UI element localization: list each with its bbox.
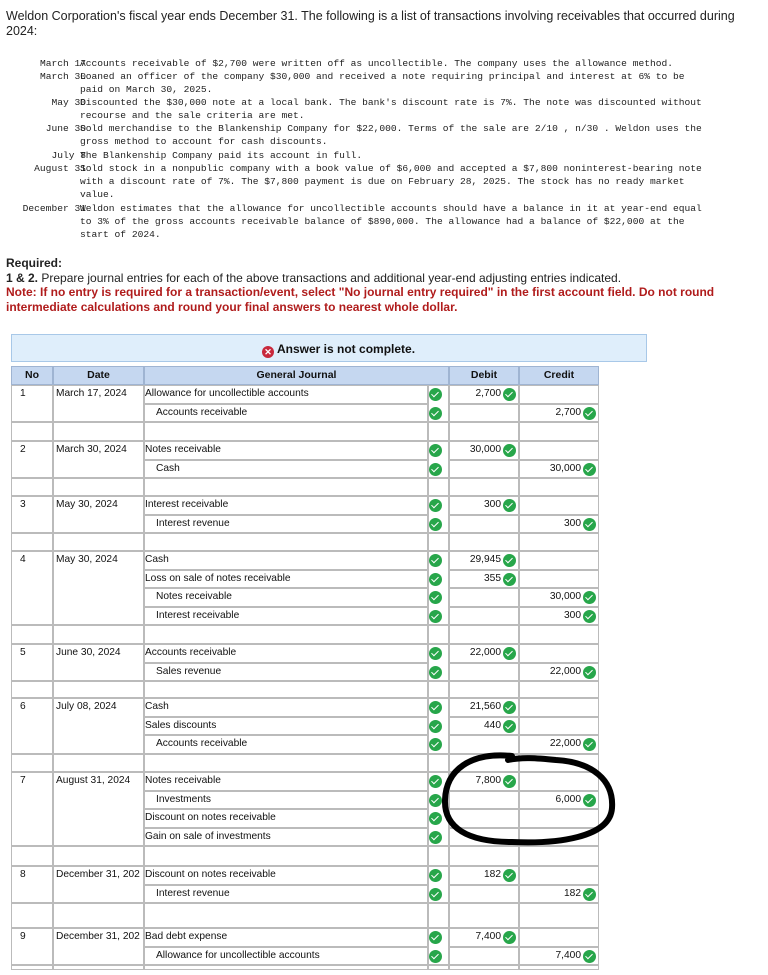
- credit-value[interactable]: 22,000: [549, 665, 581, 677]
- transaction-description: [80, 162, 758, 201]
- credit-cell: [519, 772, 599, 791]
- account-check-icon: [429, 931, 442, 944]
- spacer-cell: [11, 422, 53, 441]
- credit-value[interactable]: 30,000: [549, 591, 581, 602]
- account-check-icon: [429, 407, 442, 420]
- debit-cell: [449, 791, 519, 810]
- entry-date[interactable]: May 30, 2024: [56, 554, 118, 565]
- account-check-icon: [429, 666, 442, 679]
- credit-cell: [519, 441, 599, 460]
- spacer-cell: [519, 754, 599, 773]
- debit-cell: [449, 663, 519, 682]
- spacer-cell: [449, 846, 519, 866]
- entry-date[interactable]: August 31, 2024: [56, 775, 131, 786]
- debit-cell: [449, 404, 519, 423]
- account-name[interactable]: Accounts receivable: [156, 406, 248, 418]
- transaction-description: [80, 149, 758, 162]
- spacer-cell: [428, 422, 449, 441]
- spacer-cell: [449, 625, 519, 644]
- entry-number: 8: [20, 869, 26, 880]
- transaction-description: [80, 202, 758, 241]
- account-check-icon: [429, 610, 442, 623]
- account-name[interactable]: Interest receivable: [156, 609, 240, 621]
- spacer-cell: [11, 965, 53, 970]
- spacer-cell: [428, 478, 449, 496]
- transaction-line: recourse and the sale criteria are met.: [80, 110, 305, 121]
- transaction-line: Accounts receivable of $2,700 were written off as uncollectible. The company uses the allowance method.: [80, 58, 673, 69]
- credit-check-icon: [583, 610, 596, 623]
- spacer-cell: [144, 422, 428, 441]
- account-check-icon: [429, 388, 442, 401]
- spacer-cell: [144, 681, 428, 698]
- no-cell: [11, 441, 53, 478]
- credit-check-icon: [583, 518, 596, 531]
- entry-number: 4: [20, 554, 26, 565]
- debit-check-icon: [503, 444, 516, 457]
- required-heading: Required:: [6, 256, 63, 270]
- spacer-cell: [144, 625, 428, 644]
- debit-cell: [449, 828, 519, 847]
- entry-number: 1: [20, 388, 26, 399]
- entry-number: 9: [20, 931, 26, 942]
- debit-value[interactable]: 182: [484, 869, 501, 880]
- credit-cell: [519, 717, 599, 736]
- note-text: Note: If no entry is required for a transaction/event, select "No journal entry required" in the first account field. Do not round intermediate calculations and round your final answers to nearest whole dollar.: [6, 285, 715, 314]
- debit-cell: [449, 809, 519, 828]
- entry-date[interactable]: March 17, 2024: [56, 388, 127, 399]
- account-check-icon: [429, 831, 442, 844]
- spacer-cell: [144, 846, 428, 866]
- transaction-date: June 30: [45, 123, 86, 134]
- account-name[interactable]: Interest receivable: [145, 499, 229, 510]
- debit-check-icon: [503, 869, 516, 882]
- credit-check-icon: [583, 950, 596, 963]
- transaction-line: Loaned an officer of the company $30,000 and received a note requiring principal and interest at 6% to be: [80, 71, 685, 82]
- transaction-line: Weldon estimates that the allowance for uncollectible accounts should have a balance in it at year-end equal: [80, 203, 702, 214]
- account-name[interactable]: Bad debt expense: [145, 931, 228, 942]
- spacer-cell: [428, 846, 449, 866]
- header-no: No: [11, 366, 53, 385]
- header-date: Date: [53, 366, 144, 385]
- credit-check-icon: [583, 794, 596, 807]
- spacer-cell: [449, 754, 519, 773]
- spacer-cell: [428, 681, 449, 698]
- transaction-line: Discounted the $30,000 note at a local bank. The bank's discount rate is 7%. The note was discounted without: [80, 97, 702, 108]
- answer-status-banner: [11, 334, 647, 362]
- transaction-description: [80, 122, 758, 148]
- account-name[interactable]: Cash: [145, 701, 169, 712]
- entry-date[interactable]: March 30, 2024: [56, 444, 127, 455]
- account-name[interactable]: Discount on notes receivable: [145, 812, 276, 823]
- debit-value[interactable]: 7,800: [475, 775, 501, 786]
- account-cell: [144, 460, 428, 479]
- debit-check-icon: [503, 573, 516, 586]
- transaction-line: gross method to account for cash discounts.: [80, 136, 328, 147]
- debit-check-icon: [503, 499, 516, 512]
- account-name[interactable]: Discount on notes receivable: [145, 869, 276, 880]
- no-cell: [11, 551, 53, 625]
- spacer-cell: [53, 478, 144, 496]
- entry-date[interactable]: May 30, 2024: [56, 499, 118, 510]
- account-check-icon: [429, 554, 442, 567]
- account-check-icon: [429, 591, 442, 604]
- credit-cell: [519, 644, 599, 663]
- no-cell: [11, 496, 53, 533]
- status-text: Answer is not complete.: [277, 342, 416, 356]
- header-debit: Debit: [449, 366, 519, 385]
- account-name[interactable]: Accounts receivable: [145, 647, 237, 658]
- credit-value[interactable]: 6,000: [555, 793, 581, 805]
- account-check-icon: [429, 794, 442, 807]
- spacer-cell: [519, 478, 599, 496]
- account-name[interactable]: Interest revenue: [156, 517, 230, 529]
- account-name[interactable]: Gain on sale of investments: [145, 830, 271, 842]
- transaction-line: Sold merchandise to the Blankenship Company for $22,000. Terms of the sale are 2/10 , n/30 . Weldon uses the: [80, 123, 702, 134]
- credit-check-icon: [583, 888, 596, 901]
- credit-cell: [519, 866, 599, 885]
- spacer-cell: [11, 903, 53, 928]
- account-check-icon: [429, 720, 442, 733]
- account-name[interactable]: Allowance for uncollectible accounts: [156, 949, 320, 961]
- entry-date[interactable]: December 31, 202: [56, 931, 140, 942]
- no-cell: [11, 866, 53, 903]
- account-check-icon: [429, 812, 442, 825]
- account-name[interactable]: Sales discounts: [145, 719, 217, 731]
- spacer-cell: [53, 625, 144, 644]
- account-name[interactable]: Accounts receivable: [156, 738, 248, 749]
- debit-check-icon: [503, 775, 516, 788]
- debit-value[interactable]: 22,000: [469, 647, 501, 658]
- entry-number: 3: [20, 499, 26, 510]
- credit-value[interactable]: 7,400: [555, 949, 581, 961]
- spacer-cell: [428, 533, 449, 551]
- credit-cell: [519, 570, 599, 589]
- account-check-icon: [429, 775, 442, 788]
- spacer-cell: [519, 533, 599, 551]
- account-check-icon: [429, 499, 442, 512]
- account-check-icon: [429, 647, 442, 660]
- transaction-line: The Blankenship Company paid its account in full.: [80, 150, 363, 161]
- debit-cell: [449, 607, 519, 626]
- credit-cell: [519, 385, 599, 404]
- account-name[interactable]: Interest revenue: [156, 887, 230, 899]
- transaction-line: paid on March 30, 2025.: [80, 84, 213, 95]
- entry-date[interactable]: December 31, 202: [56, 869, 140, 880]
- header-journal: General Journal: [144, 366, 449, 385]
- instruction-text: Prepare journal entries for each of the above transactions and additional year-end adjusting entries indicated.: [41, 270, 622, 285]
- account-name[interactable]: Allowance for uncollectible accounts: [145, 388, 309, 399]
- debit-check-icon: [503, 701, 516, 714]
- debit-cell: [449, 515, 519, 534]
- account-check-icon: [429, 738, 442, 751]
- spacer-cell: [144, 478, 428, 496]
- spacer-cell: [53, 422, 144, 441]
- debit-value[interactable]: 29,945: [469, 554, 501, 565]
- debit-value[interactable]: 21,560: [469, 701, 501, 712]
- account-check-icon: [429, 444, 442, 457]
- account-check-icon: [429, 463, 442, 476]
- no-cell: [11, 772, 53, 846]
- spacer-cell: [428, 754, 449, 773]
- account-name[interactable]: Cash: [156, 462, 180, 474]
- no-cell: [11, 385, 53, 422]
- transaction-date: March 17: [39, 58, 86, 69]
- spacer-cell: [519, 903, 599, 928]
- debit-value[interactable]: 7,400: [475, 931, 501, 942]
- spacer-cell: [53, 533, 144, 551]
- spacer-cell: [519, 846, 599, 866]
- credit-check-icon: [583, 463, 596, 476]
- credit-check-icon: [583, 738, 596, 751]
- spacer-cell: [519, 681, 599, 698]
- spacer-cell: [449, 965, 519, 970]
- credit-value[interactable]: 182: [564, 887, 581, 899]
- credit-check-icon: [583, 407, 596, 420]
- spacer-cell: [53, 846, 144, 866]
- account-cell: [144, 551, 428, 570]
- account-name[interactable]: Notes receivable: [156, 591, 232, 602]
- spacer-cell: [144, 903, 428, 928]
- transaction-description: [80, 96, 758, 122]
- transaction-date: August 31: [34, 163, 86, 174]
- no-cell: [11, 928, 53, 965]
- spacer-cell: [11, 478, 53, 496]
- credit-cell: [519, 828, 599, 847]
- spacer-cell: [519, 625, 599, 644]
- debit-check-icon: [503, 388, 516, 401]
- spacer-cell: [449, 478, 519, 496]
- debit-check-icon: [503, 931, 516, 944]
- debit-value[interactable]: 30,000: [469, 444, 501, 455]
- account-name[interactable]: Notes receivable: [145, 775, 221, 786]
- debit-value[interactable]: 440: [484, 719, 501, 731]
- transaction-date: December 31: [22, 203, 86, 214]
- spacer-cell: [53, 965, 144, 970]
- spacer-cell: [53, 681, 144, 698]
- spacer-cell: [11, 846, 53, 866]
- spacer-cell: [11, 754, 53, 773]
- spacer-cell: [449, 903, 519, 928]
- debit-cell: [449, 885, 519, 904]
- spacer-cell: [144, 754, 428, 773]
- spacer-cell: [428, 965, 449, 970]
- spacer-cell: [449, 533, 519, 551]
- header-credit: Credit: [519, 366, 599, 385]
- debit-cell: [449, 588, 519, 607]
- problem-intro: Weldon Corporation's fiscal year ends December 31. The following is a list of transactions involving receivables that occurred during 2024:: [6, 9, 735, 38]
- debit-check-icon: [503, 554, 516, 567]
- spacer-cell: [53, 754, 144, 773]
- spacer-cell: [519, 965, 599, 970]
- account-check-icon: [429, 950, 442, 963]
- credit-value[interactable]: 2,700: [555, 406, 581, 418]
- spacer-cell: [11, 681, 53, 698]
- transaction-date: May 30: [51, 97, 86, 108]
- account-check-icon: [429, 518, 442, 531]
- transaction-date: July 8: [51, 150, 86, 161]
- debit-check-icon: [503, 647, 516, 660]
- entry-date[interactable]: July 08, 2024: [56, 701, 117, 712]
- account-name[interactable]: Cash: [145, 554, 169, 565]
- credit-value[interactable]: 300: [564, 609, 581, 621]
- spacer-cell: [449, 422, 519, 441]
- transaction-line: Sold stock in a nonpublic company with a book value of $6,000 and accepted a $7,800 noninterest-bearing note: [80, 163, 702, 174]
- debit-value[interactable]: 355: [484, 572, 501, 584]
- account-name[interactable]: Loss on sale of notes receivable: [145, 572, 291, 584]
- entry-number: 2: [20, 444, 26, 455]
- spacer-cell: [144, 533, 428, 551]
- entry-number: 6: [20, 701, 26, 712]
- x-circle-icon: ✕: [262, 346, 274, 358]
- spacer-cell: [53, 903, 144, 928]
- transaction-description: [80, 70, 758, 96]
- entry-number: 7: [20, 775, 26, 786]
- transaction-description: [80, 57, 758, 70]
- credit-cell: [519, 809, 599, 828]
- debit-check-icon: [503, 720, 516, 733]
- credit-cell: [519, 928, 599, 947]
- required-section: [6, 256, 756, 314]
- account-name[interactable]: Investments: [156, 793, 211, 805]
- account-name[interactable]: Sales revenue: [156, 665, 222, 677]
- credit-value[interactable]: 22,000: [549, 738, 581, 749]
- credit-value[interactable]: 30,000: [549, 462, 581, 474]
- general-journal-table: [11, 366, 599, 970]
- debit-cell: [449, 460, 519, 479]
- credit-cell: [519, 551, 599, 570]
- spacer-cell: [144, 965, 428, 970]
- credit-check-icon: [583, 666, 596, 679]
- transaction-line: with a discount rate of 7%. The $7,800 payment is due on February 28, 2025. The stock has no ready market: [80, 176, 685, 187]
- spacer-cell: [428, 625, 449, 644]
- spacer-cell: [449, 681, 519, 698]
- spacer-cell: [428, 903, 449, 928]
- debit-cell: [449, 947, 519, 966]
- account-check-icon: [429, 869, 442, 882]
- spacer-cell: [519, 422, 599, 441]
- credit-value[interactable]: 300: [564, 517, 581, 529]
- no-cell: [11, 698, 53, 754]
- account-check-icon: [429, 888, 442, 901]
- entry-date[interactable]: June 30, 2024: [56, 647, 121, 658]
- account-check-icon: [429, 573, 442, 586]
- debit-value[interactable]: 300: [484, 499, 501, 510]
- transaction-line: to 3% of the gross accounts receivable balance of $890,000. The allowance had a balance of $22,000 at the: [80, 216, 685, 227]
- spacer-cell: [11, 533, 53, 551]
- account-name[interactable]: Notes receivable: [145, 444, 221, 455]
- entry-number: 5: [20, 647, 26, 658]
- debit-cell: [449, 735, 519, 754]
- credit-cell: [519, 496, 599, 515]
- transaction-line: start of 2024.: [80, 229, 161, 240]
- transaction-line: value.: [80, 189, 115, 200]
- credit-check-icon: [583, 591, 596, 604]
- credit-cell: [519, 698, 599, 717]
- part-label: 1 & 2.: [6, 270, 39, 285]
- no-cell: [11, 644, 53, 681]
- account-cell: [144, 698, 428, 717]
- transaction-date: March 30: [39, 71, 86, 82]
- spacer-cell: [11, 625, 53, 644]
- account-check-icon: [429, 701, 442, 714]
- debit-value[interactable]: 2,700: [475, 388, 501, 399]
